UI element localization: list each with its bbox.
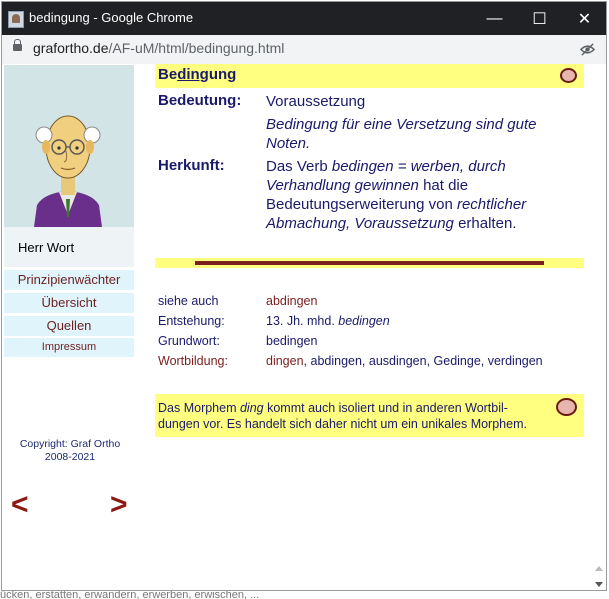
note-highlight <box>155 394 584 437</box>
minimize-button[interactable]: — <box>486 9 503 27</box>
nav-impressum[interactable]: Impressum <box>4 338 134 357</box>
audio-button[interactable] <box>560 68 577 83</box>
copyright-line1: Copyright: Graf Ortho <box>19 438 121 450</box>
herkunft-part3: hat die Bedeutungserweiterung von <box>266 177 469 213</box>
copyright-text <box>4 438 136 464</box>
lock-icon <box>13 44 22 51</box>
entry-title-suffix: ung <box>208 66 237 83</box>
entstehung-value <box>266 314 390 328</box>
note-part1: Das Morphem <box>158 401 240 415</box>
herr-wort-portrait <box>4 65 134 227</box>
entstehung-word: bedingen <box>338 314 390 328</box>
eye-off-icon[interactable] <box>580 42 595 57</box>
wortbildung-value <box>266 354 543 368</box>
scroll-up-icon[interactable] <box>595 566 603 571</box>
wortbildung-link-dingen[interactable]: dingen <box>266 354 304 368</box>
grundwort-value: bedingen <box>266 334 318 348</box>
entry-title-morpheme: ding <box>177 66 209 83</box>
herkunft-part2: bedingen = werben, durch Verhandlung gewinnen <box>266 158 506 194</box>
entry-title <box>158 66 236 83</box>
herkunft-text <box>266 157 571 233</box>
bedeutung-value: Voraussetzung <box>266 93 366 110</box>
next-arrow-button[interactable]: > <box>110 488 128 521</box>
title-bar-highlight <box>155 64 584 88</box>
background-page-text: ücken, erstatten, erwandern, erwerben, erwischen, ... <box>0 591 260 599</box>
scroll-down-icon[interactable] <box>595 582 603 587</box>
divider-line <box>195 261 544 265</box>
close-button[interactable]: ✕ <box>577 10 592 28</box>
bedeutung-label: Bedeutung: <box>158 92 242 109</box>
copyright-line2: 2008-2021 <box>44 451 96 463</box>
title-bar <box>2 2 606 35</box>
note-part3: kommt auch isoliert und in anderen Wortbildungen vor. Es handelt sich daher nicht um ein unikales Morphem. <box>158 401 527 431</box>
morphem-note <box>158 400 543 432</box>
window-title: bedingung - Google Chrome <box>29 10 194 25</box>
browser-window <box>1 1 607 591</box>
wortbildung-label: Wortbildung: <box>158 354 228 368</box>
bedeutung-example: Bedingung für eine Versetzung sind gute Noten. <box>266 116 537 152</box>
vertical-scrollbar[interactable] <box>591 64 605 591</box>
url-domain: grafortho.de <box>33 40 109 56</box>
character-name: Herr Wort <box>18 240 75 255</box>
herkunft-part5: erhalten. <box>453 215 517 232</box>
herr-wort-figure-icon <box>4 65 134 227</box>
entry-title-prefix: Be <box>158 66 178 83</box>
note-audio-button[interactable] <box>556 398 577 416</box>
herkunft-label: Herkunft: <box>158 157 225 174</box>
nav-prinzipienwaechter[interactable]: Prinzipienwächter <box>4 270 134 290</box>
nav-uebersicht[interactable]: Übersicht <box>4 293 134 313</box>
url-path: /AF-uM/html/bedingung.html <box>108 40 285 56</box>
herkunft-part1: Das Verb <box>266 158 332 175</box>
entstehung-label: Entstehung: <box>158 314 225 328</box>
page-content <box>2 64 607 591</box>
url-text[interactable] <box>33 40 284 56</box>
nav-quellen[interactable]: Quellen <box>4 316 134 336</box>
entstehung-prefix: 13. Jh. mhd. <box>266 314 339 328</box>
divider-highlight <box>155 258 584 268</box>
siehe-label: siehe auch <box>158 294 219 308</box>
siehe-link[interactable]: abdingen <box>266 294 318 308</box>
sidebar <box>3 64 135 591</box>
herkunft-part4: rechtlicher Abmachung, Voraussetzung <box>266 196 527 232</box>
maximize-button[interactable]: ☐ <box>532 10 547 28</box>
address-bar[interactable] <box>2 35 606 65</box>
note-part2: ding <box>239 401 264 415</box>
page-favicon-icon <box>8 11 24 28</box>
grundwort-label: Grundwort: <box>158 334 220 348</box>
character-nameplate <box>4 227 134 267</box>
wortbildung-rest: , abdingen, ausdingen, Gedinge, verdingen <box>303 354 543 368</box>
previous-arrow-button[interactable]: < <box>11 488 29 521</box>
